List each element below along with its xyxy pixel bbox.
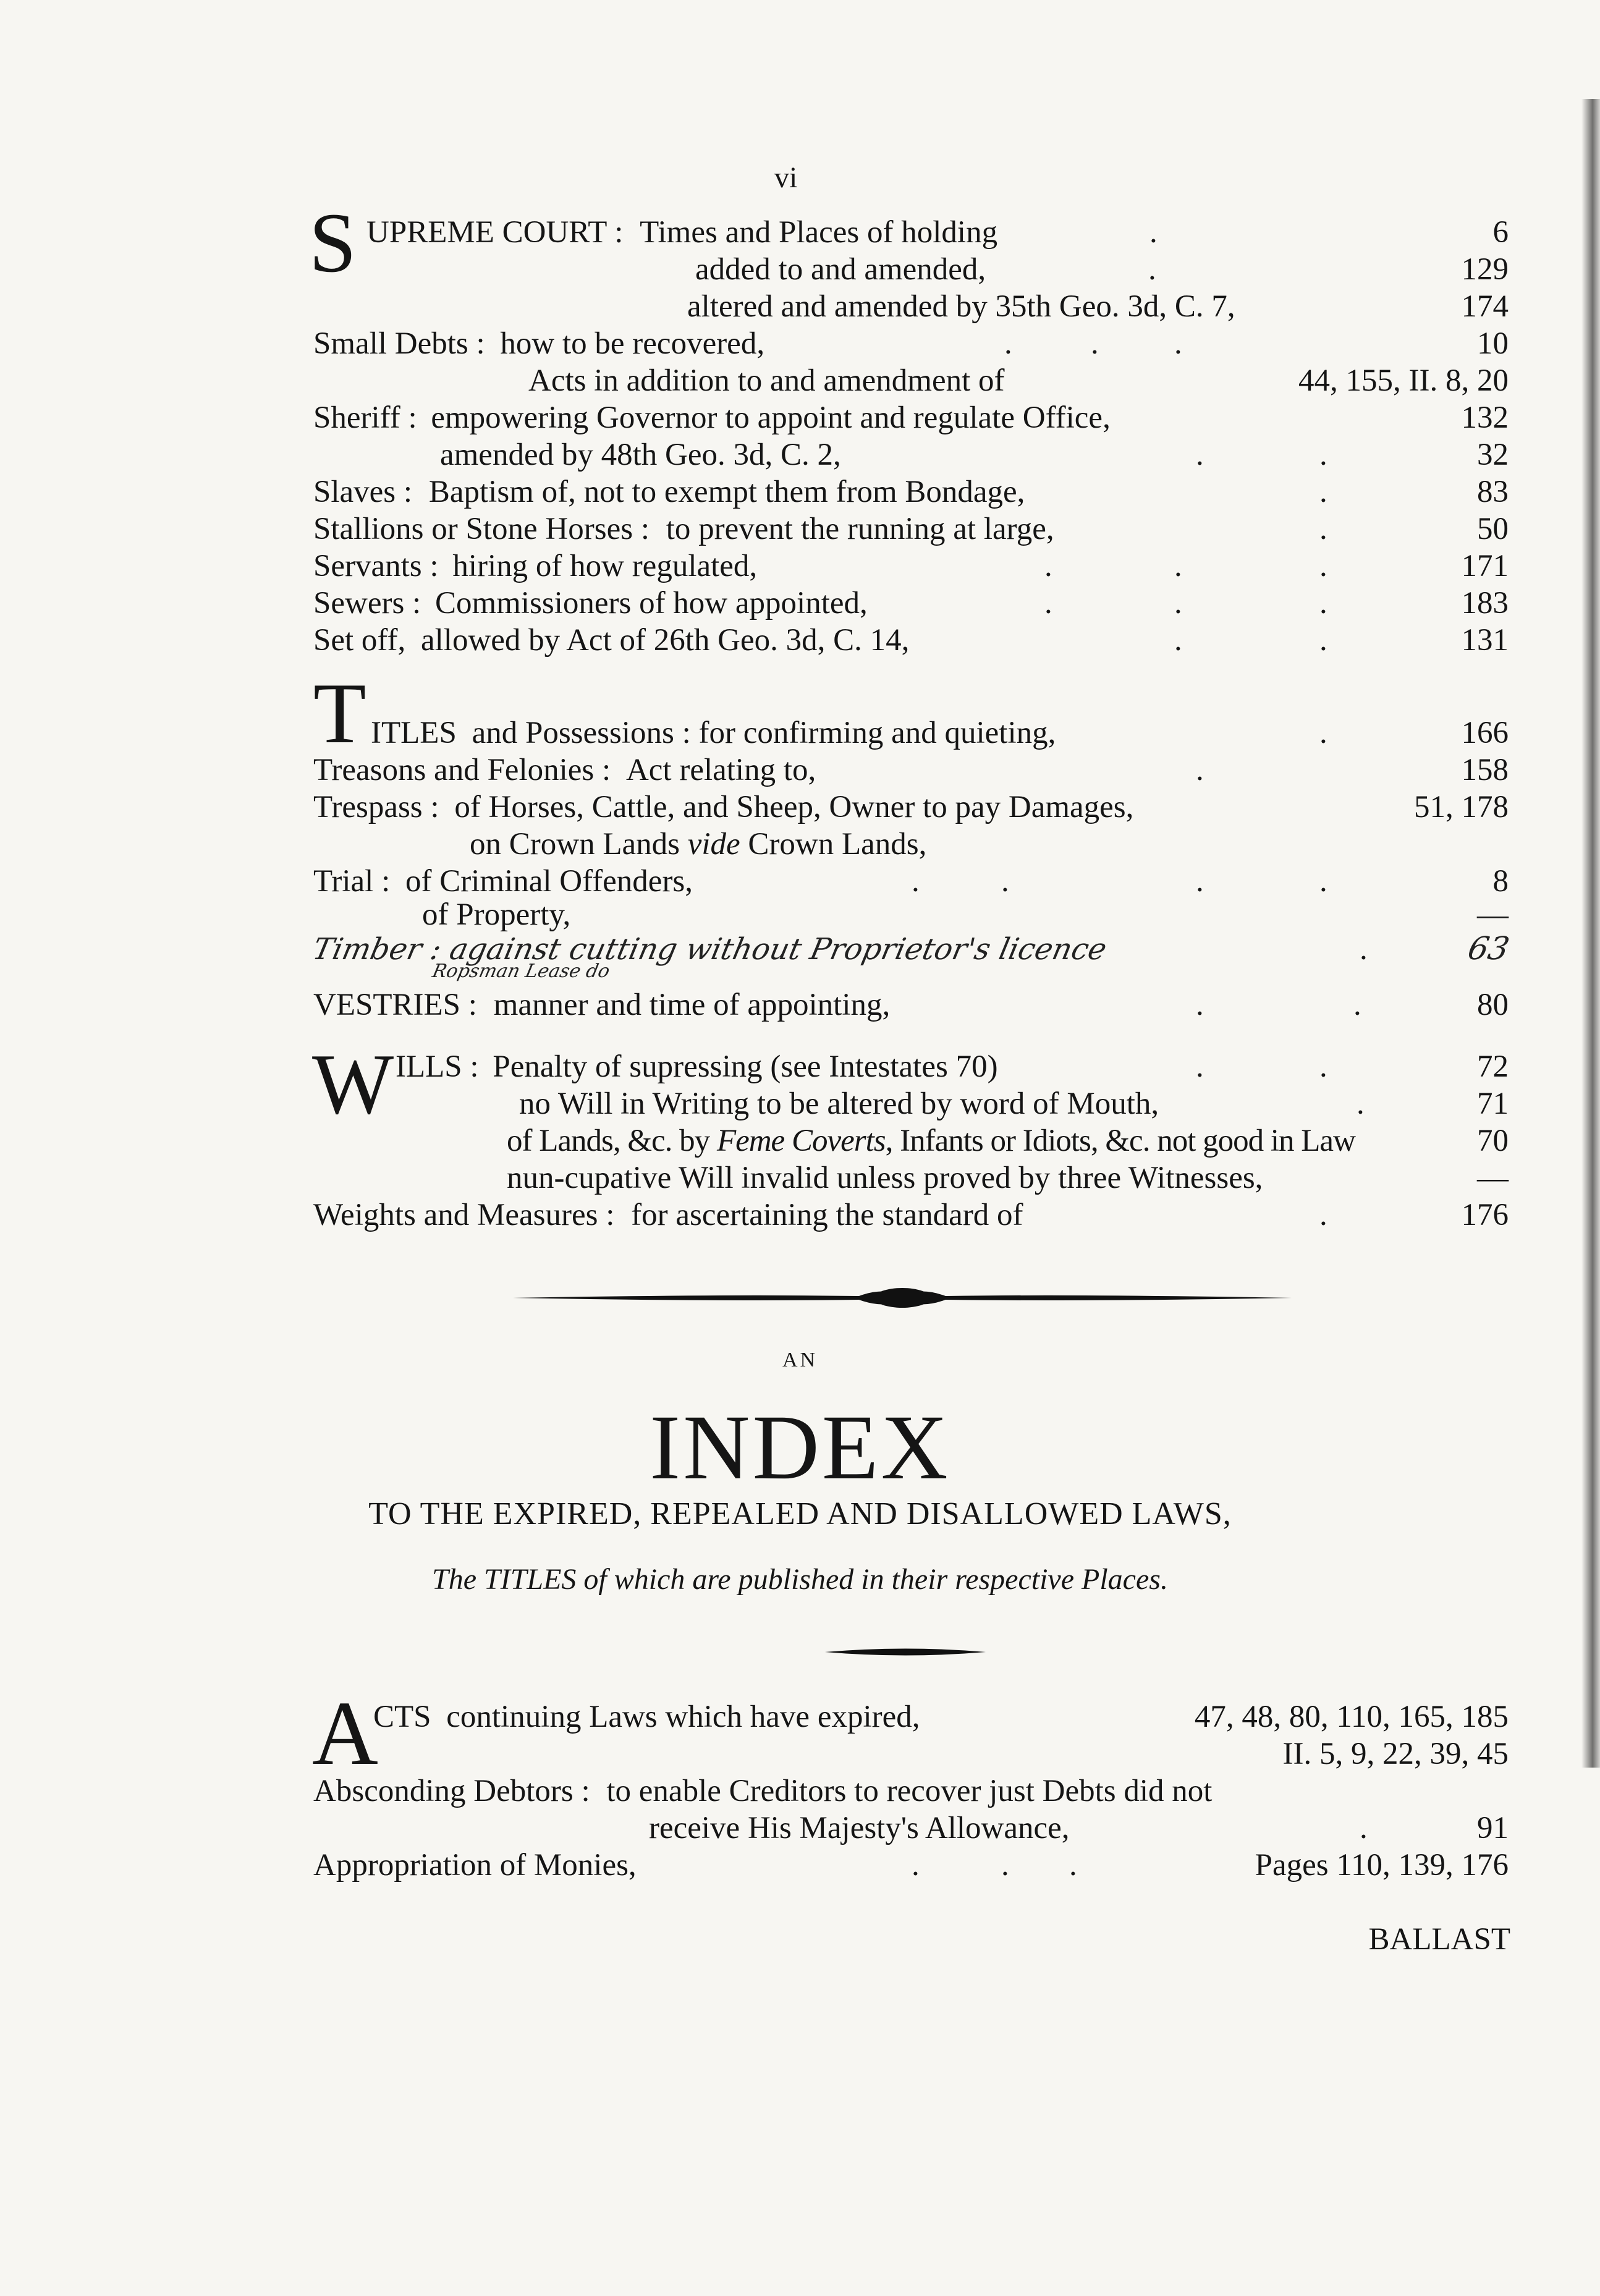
page-ref: 51, 178 [1414,790,1509,824]
entry-heading: UPREME COURT : [366,215,624,250]
entry-text: continuing Laws which have expired, [446,1700,920,1734]
page-ref: 129 [1461,252,1509,287]
entry-text: hiring of how regulated, [452,549,758,583]
entry-text: Penalty of supressing (see Intestates 70) [493,1049,998,1084]
page-ref: 80 [1477,988,1509,1022]
entry-text: empowering Governor to appoint and regulate Office, [431,400,1111,435]
entry-heading: Weights and Measures : [313,1198,615,1232]
index-entry [313,622,909,659]
leader-dot: . [1044,549,1052,583]
leader-dot: . [1196,1049,1204,1084]
leader-dot: . [1319,586,1327,621]
entry-heading: Sheriff : [313,400,417,435]
entry-text: Baptism of, not to exempt them from Bondage, [428,475,1025,509]
note-caps: TITLES [484,1563,577,1596]
leader-dot: . [1174,586,1182,621]
page-ref: 183 [1461,586,1509,621]
leader-dot: . [1319,1198,1327,1232]
page-ref: 10 [1477,326,1509,361]
entry-heading: VESTRIES : [313,988,477,1022]
note-text: The [432,1563,485,1596]
entry-text: Commissioners of how appointed, [434,586,868,621]
page-ref: 47, 48, 80, 110, 165, 185 [1194,1700,1509,1734]
entry-text: to enable Creditors to recover just Debts did not [606,1774,1213,1808]
page-ref: — [1477,1161,1509,1195]
leader-dot: . [1360,1811,1368,1845]
leader-dot: . [1319,549,1327,583]
leader-dot: . [1319,1049,1327,1084]
index-entry [313,1773,1212,1810]
index-entry: receive His Majesty's Allowance, [649,1811,1070,1845]
entry-heading: Stallions or Stone Horses : [313,512,650,546]
leader-dot: . [912,1848,920,1883]
index-entry: added to and amended, [695,252,986,287]
entry-heading: Sewers : [313,586,421,621]
leader-dot: . [1001,864,1009,899]
index-entry [313,1197,1023,1234]
index-entry: Acts in addition to and amendment of [528,363,1005,398]
entry-heading: Trespass : [313,790,439,824]
page-number: vi [774,161,798,194]
index-entry [396,1048,998,1085]
entry-heading: ITLES [371,716,457,750]
entry-text: manner and time of appointing, [493,988,891,1022]
drop-cap-t: T [313,666,366,761]
index-entry: altered and amended by 35th Geo. 3d, C. 7, [687,289,1235,324]
entry-heading: CTS [373,1700,431,1734]
entry-heading: Set off, [313,623,406,658]
page-ref: 8 [1492,864,1509,899]
entry-italic: Feme Coverts [716,1124,886,1158]
page-ref: 50 [1477,512,1509,546]
index-entry: amended by 48th Geo. 3d, C. 2, [440,438,841,472]
index-entry: no Will in Writing to be altered by word of Mouth, [519,1087,1159,1121]
index-entry [366,214,997,251]
page-ref: 63 [1464,931,1513,967]
index-entry [313,789,1133,826]
entry-text: to prevent the running at large, [666,512,1054,546]
catchword: BALLAST [1368,1922,1510,1957]
drop-cap-s: S [309,195,357,290]
page-ref: 132 [1461,400,1509,435]
entry-italic: vide [687,827,740,862]
leader-dot: . [912,864,920,899]
entry-text: of Lands, &c. by [507,1124,717,1158]
index-entry [373,1698,920,1735]
page-ref: 6 [1492,215,1509,250]
page-ref: 158 [1461,753,1509,787]
page-ref: II. 5, 9, 22, 39, 45 [1282,1737,1509,1771]
index-entry [313,986,890,1023]
entry-text: how to be recovered, [500,326,765,361]
leader-dot: . [1174,326,1182,361]
leader-dot: . [1319,438,1327,472]
leader-dot: . [1148,252,1156,287]
page-ref: 83 [1477,475,1509,509]
leader-dot: . [1196,438,1204,472]
page-ref: 91 [1477,1811,1509,1845]
entry-heading: Trial : [313,864,391,899]
index-entry [313,585,868,622]
leader-dot: . [1044,586,1052,621]
entry-heading: Servants : [313,549,439,583]
entry-heading: ILLS : [396,1049,479,1084]
leader-dot: . [1069,1848,1077,1883]
page-ref: 32 [1477,438,1509,472]
index-entry [313,752,816,789]
index-entry [313,325,764,362]
index-note [0,1562,1600,1596]
index-entry [313,863,693,900]
page-ref: 72 [1477,1049,1509,1084]
small-rule [825,1644,986,1660]
page-ref: Pages 110, 139, 176 [1255,1848,1509,1883]
index-entry: nun-cupative Will invalid unless proved by three Witnesses, [507,1161,1263,1195]
page-ref: 171 [1461,549,1509,583]
leader-dot: . [1319,716,1327,750]
page-ref: — [1477,897,1509,932]
entry-text: of Horses, Cattle, and Sheep, Owner to pay Damages, [454,790,1134,824]
leader-dot: . [1091,326,1099,361]
index-entry [313,510,1054,548]
index-entry: Appropriation of Monies, [313,1848,637,1883]
entry-text: Crown Lands, [740,827,927,862]
index-entry [313,473,1025,510]
leader-dot: . [1196,753,1204,787]
page-ref: 70 [1477,1124,1509,1158]
index-entry [313,399,1111,436]
ornamental-rule [513,1279,1292,1316]
index-entry [313,548,757,585]
leader-dot: . [1196,864,1204,899]
leader-dot: . [1174,623,1182,658]
index-entry [371,714,1056,752]
entry-text: on Crown Lands [470,827,688,862]
leader-dot: . [1357,1087,1365,1121]
leader-dot: . [1196,988,1204,1022]
index-an: AN [782,1349,818,1371]
leader-dot: . [1174,549,1182,583]
drop-cap-w: W [312,1036,394,1132]
entry-text: for ascertaining the standard of [631,1198,1023,1232]
leader-dot: . [1319,864,1327,899]
leader-dot: . [1149,215,1158,250]
index-entry: of Property, [422,897,571,932]
handwritten-annotation: Ropsman Lease do [430,960,612,982]
page-ref: 174 [1461,289,1509,324]
entry-text: allowed by Act of 26th Geo. 3d, C. 14, [420,623,910,658]
entry-text: Times and Places of holding [640,215,998,250]
index-title: INDEX [650,1396,950,1499]
index-subtitle: TO THE EXPIRED, REPEALED AND DISALLOWED LAWS, [368,1496,1232,1531]
entry-text: Act relating to, [625,753,816,787]
index-entry [507,1122,1355,1159]
page-ref: 131 [1461,623,1509,658]
leader-dot: . [1004,326,1012,361]
leader-dot: . [1319,623,1327,658]
drop-cap-a: A [312,1683,378,1784]
entry-heading: Absconding Debtors : [313,1774,590,1808]
leader-dot: . [1319,475,1327,509]
page-ref: 44, 155, II. 8, 20 [1298,363,1509,398]
entry-heading: Treasons and Felonies : [313,753,611,787]
leader-dot: . [1353,988,1361,1022]
entry-heading: Small Debts : [313,326,485,361]
entry-text: of Criminal Offenders, [405,864,693,899]
leader-dot: . [1360,932,1368,967]
entry-text: , Infants or Idiots, &c. not good in Law [885,1124,1355,1158]
page-ref: 176 [1461,1198,1509,1232]
note-text: of which are published in their respective Places. [576,1563,1168,1596]
index-entry [470,826,926,863]
page-ref: 166 [1461,716,1509,750]
entry-heading: Slaves : [313,475,413,509]
entry-text: and Possessions : for confirming and quieting, [472,716,1056,750]
leader-dot: . [1001,1848,1009,1883]
handwritten-annotation: Timber : against cutting without Proprietor's licence [310,932,1110,967]
page-ref: 71 [1477,1087,1509,1121]
leader-dot: . [1319,512,1327,546]
